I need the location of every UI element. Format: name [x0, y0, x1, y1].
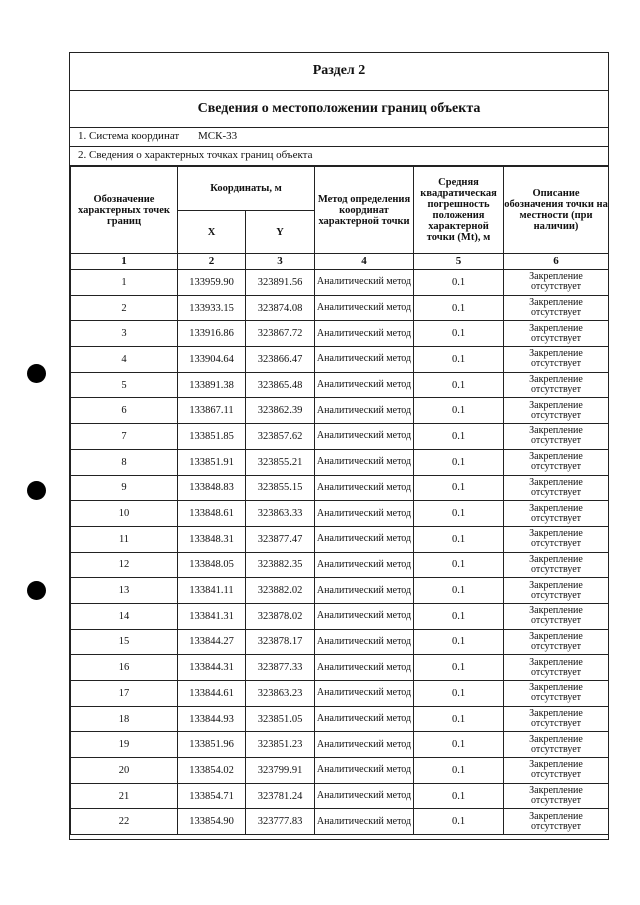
method: Аналитический метод — [315, 655, 414, 681]
col-designation-header: Обозначение характерных точек границ — [71, 167, 178, 254]
column-number: 2 — [178, 254, 246, 270]
description: Закрепление отсутствует — [504, 501, 609, 527]
method: Аналитический метод — [315, 603, 414, 629]
coord-x: 133854.90 — [178, 809, 246, 835]
coord-y: 323867.72 — [246, 321, 315, 347]
coord-x: 133841.31 — [178, 603, 246, 629]
coord-x: 133916.86 — [178, 321, 246, 347]
description: Закрепление отсутствует — [504, 758, 609, 784]
method: Аналитический метод — [315, 398, 414, 424]
point-number: 5 — [71, 372, 178, 398]
point-number: 16 — [71, 655, 178, 681]
accuracy: 0.1 — [414, 526, 504, 552]
col-coords-header: Координаты, м — [178, 167, 315, 211]
description: Закрепление отсутствует — [504, 706, 609, 732]
punch-hole — [27, 364, 46, 383]
description: Закрепление отсутствует — [504, 347, 609, 373]
description: Закрепление отсутствует — [504, 783, 609, 809]
coord-x: 133851.96 — [178, 732, 246, 758]
coord-system-label: 1. Система координат — [78, 130, 180, 142]
coord-x: 133848.05 — [178, 552, 246, 578]
coord-x: 133904.64 — [178, 347, 246, 373]
description: Закрепление отсутствует — [504, 578, 609, 604]
point-number: 4 — [71, 347, 178, 373]
method: Аналитический метод — [315, 424, 414, 450]
point-number: 18 — [71, 706, 178, 732]
method: Аналитический метод — [315, 372, 414, 398]
coord-system-row — [70, 128, 608, 147]
method: Аналитический метод — [315, 732, 414, 758]
title-row — [70, 91, 608, 128]
coord-x: 133959.90 — [178, 270, 246, 296]
description: Закрепление отсутствует — [504, 655, 609, 681]
coord-x: 133848.31 — [178, 526, 246, 552]
point-number: 9 — [71, 475, 178, 501]
point-number: 11 — [71, 526, 178, 552]
page-title: Сведения о местоположении границ объекта — [197, 101, 481, 116]
accuracy: 0.1 — [414, 372, 504, 398]
accuracy: 0.1 — [414, 424, 504, 450]
description: Закрепление отсутствует — [504, 424, 609, 450]
description: Закрепление отсутствует — [504, 449, 609, 475]
table-row — [71, 321, 609, 347]
table-row — [71, 372, 609, 398]
method: Аналитический метод — [315, 475, 414, 501]
accuracy: 0.1 — [414, 347, 504, 373]
column-number: 4 — [315, 254, 414, 270]
coord-y: 323781.24 — [246, 783, 315, 809]
coord-y: 323855.21 — [246, 449, 315, 475]
accuracy: 0.1 — [414, 501, 504, 527]
point-number: 20 — [71, 758, 178, 784]
description: Закрепление отсутствует — [504, 603, 609, 629]
coord-y: 323882.02 — [246, 578, 315, 604]
accuracy: 0.1 — [414, 732, 504, 758]
method: Аналитический метод — [315, 347, 414, 373]
description: Закрепление отсутствует — [504, 526, 609, 552]
table-row — [71, 424, 609, 450]
table-row — [71, 501, 609, 527]
point-number: 12 — [71, 552, 178, 578]
document-frame — [69, 52, 609, 840]
point-number: 10 — [71, 501, 178, 527]
col-description-header: Описание обозначения точки на местности (при наличии) — [504, 167, 609, 254]
coord-x: 133844.61 — [178, 681, 246, 707]
point-number: 19 — [71, 732, 178, 758]
coord-x: 133844.93 — [178, 706, 246, 732]
coord-y: 323863.23 — [246, 681, 315, 707]
col-method-header: Метод определения координат характерной точки — [315, 167, 414, 254]
table-row — [71, 449, 609, 475]
coord-y: 323877.33 — [246, 655, 315, 681]
table-row — [71, 706, 609, 732]
point-number: 15 — [71, 629, 178, 655]
points-header: 2. Сведения о характерных точках границ объекта — [78, 149, 313, 161]
column-number: 6 — [504, 254, 609, 270]
description: Закрепление отсутствует — [504, 732, 609, 758]
accuracy: 0.1 — [414, 449, 504, 475]
method: Аналитический метод — [315, 501, 414, 527]
coord-x: 133854.71 — [178, 783, 246, 809]
accuracy: 0.1 — [414, 809, 504, 835]
point-number: 17 — [71, 681, 178, 707]
col-accuracy-header: Средняя квадратическая погрешность положения характерной точки (Mt), м — [414, 167, 504, 254]
accuracy: 0.1 — [414, 758, 504, 784]
description: Закрепление отсутствует — [504, 372, 609, 398]
point-number: 7 — [71, 424, 178, 450]
accuracy: 0.1 — [414, 578, 504, 604]
coord-y: 323874.08 — [246, 295, 315, 321]
table-row — [71, 552, 609, 578]
accuracy: 0.1 — [414, 475, 504, 501]
point-number: 14 — [71, 603, 178, 629]
coord-x: 133851.85 — [178, 424, 246, 450]
accuracy: 0.1 — [414, 603, 504, 629]
accuracy: 0.1 — [414, 552, 504, 578]
coord-x: 133848.61 — [178, 501, 246, 527]
point-number: 2 — [71, 295, 178, 321]
coord-y: 323882.35 — [246, 552, 315, 578]
method: Аналитический метод — [315, 449, 414, 475]
method: Аналитический метод — [315, 629, 414, 655]
table-row — [71, 526, 609, 552]
method: Аналитический метод — [315, 758, 414, 784]
accuracy: 0.1 — [414, 321, 504, 347]
point-number: 21 — [71, 783, 178, 809]
table-row — [71, 629, 609, 655]
coord-x: 133933.15 — [178, 295, 246, 321]
coord-y: 323799.91 — [246, 758, 315, 784]
table-row — [71, 809, 609, 835]
table-row — [71, 347, 609, 373]
coord-x: 133867.11 — [178, 398, 246, 424]
coord-x: 133854.02 — [178, 758, 246, 784]
column-number: 5 — [414, 254, 504, 270]
column-numbers-row — [71, 254, 609, 270]
coord-y: 323866.47 — [246, 347, 315, 373]
coord-y: 323777.83 — [246, 809, 315, 835]
table-row — [71, 270, 609, 296]
method: Аналитический метод — [315, 552, 414, 578]
point-number: 1 — [71, 270, 178, 296]
method: Аналитический метод — [315, 783, 414, 809]
table-row — [71, 732, 609, 758]
description: Закрепление отсутствует — [504, 629, 609, 655]
accuracy: 0.1 — [414, 629, 504, 655]
coord-y: 323877.47 — [246, 526, 315, 552]
column-number: 3 — [246, 254, 315, 270]
points-header-row — [70, 147, 608, 166]
accuracy: 0.1 — [414, 270, 504, 296]
coord-y: 323857.62 — [246, 424, 315, 450]
accuracy: 0.1 — [414, 295, 504, 321]
points-table — [70, 166, 609, 835]
coord-y: 323878.02 — [246, 603, 315, 629]
table-row — [71, 681, 609, 707]
description: Закрепление отсутствует — [504, 270, 609, 296]
table-row — [71, 295, 609, 321]
coord-y: 323851.23 — [246, 732, 315, 758]
method: Аналитический метод — [315, 321, 414, 347]
punch-hole — [27, 581, 46, 600]
accuracy: 0.1 — [414, 783, 504, 809]
accuracy: 0.1 — [414, 398, 504, 424]
coord-x: 133844.31 — [178, 655, 246, 681]
method: Аналитический метод — [315, 526, 414, 552]
section-title: Раздел 2 — [312, 63, 366, 78]
description: Закрепление отсутствует — [504, 681, 609, 707]
description: Закрепление отсутствует — [504, 321, 609, 347]
method: Аналитический метод — [315, 270, 414, 296]
section-header — [70, 53, 608, 91]
coord-x: 133851.91 — [178, 449, 246, 475]
coord-x: 133844.27 — [178, 629, 246, 655]
coord-x: 133891.38 — [178, 372, 246, 398]
method: Аналитический метод — [315, 295, 414, 321]
description: Закрепление отсутствует — [504, 552, 609, 578]
column-number: 1 — [71, 254, 178, 270]
coord-y: 323851.05 — [246, 706, 315, 732]
coord-y: 323862.39 — [246, 398, 315, 424]
table-row — [71, 578, 609, 604]
coord-system-value: МСК-33 — [198, 130, 238, 142]
coord-y: 323863.33 — [246, 501, 315, 527]
col-x-header: X — [178, 211, 246, 254]
table-row — [71, 398, 609, 424]
punch-hole — [27, 481, 46, 500]
description: Закрепление отсутствует — [504, 809, 609, 835]
description: Закрепление отсутствует — [504, 475, 609, 501]
accuracy: 0.1 — [414, 706, 504, 732]
method: Аналитический метод — [315, 809, 414, 835]
point-number: 13 — [71, 578, 178, 604]
description: Закрепление отсутствует — [504, 398, 609, 424]
accuracy: 0.1 — [414, 681, 504, 707]
point-number: 3 — [71, 321, 178, 347]
coord-y: 323891.56 — [246, 270, 315, 296]
table-row — [71, 475, 609, 501]
coord-y: 323865.48 — [246, 372, 315, 398]
coord-y: 323855.15 — [246, 475, 315, 501]
col-y-header: Y — [246, 211, 315, 254]
coord-x: 133841.11 — [178, 578, 246, 604]
table-row — [71, 655, 609, 681]
description: Закрепление отсутствует — [504, 295, 609, 321]
accuracy: 0.1 — [414, 655, 504, 681]
table-row — [71, 603, 609, 629]
method: Аналитический метод — [315, 681, 414, 707]
method: Аналитический метод — [315, 706, 414, 732]
coord-x: 133848.83 — [178, 475, 246, 501]
points-table-body — [71, 270, 609, 835]
point-number: 6 — [71, 398, 178, 424]
table-row — [71, 783, 609, 809]
table-row — [71, 758, 609, 784]
coord-y: 323878.17 — [246, 629, 315, 655]
point-number: 8 — [71, 449, 178, 475]
point-number: 22 — [71, 809, 178, 835]
method: Аналитический метод — [315, 578, 414, 604]
